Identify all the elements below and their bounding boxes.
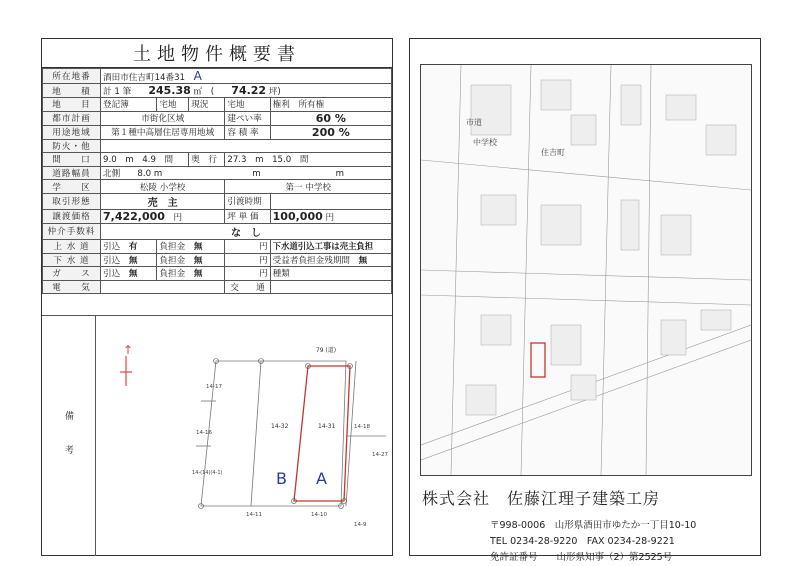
sewer-charge-value: 無 (193, 255, 203, 266)
document-title: 土地物件概要書 (42, 39, 392, 68)
map-drawing (421, 65, 751, 475)
category-rights (270, 98, 391, 112)
category-registry-label: 登記簿 (101, 98, 157, 112)
row-deal (43, 193, 392, 209)
target-lot-marker (531, 343, 545, 377)
sewer-hookup-value: 無 (128, 255, 138, 266)
label-school: 学 区 (43, 180, 101, 194)
remarks-label-text: 備 考 (63, 410, 73, 462)
remarks-label (42, 316, 96, 556)
water-hookup-label: 引込 (103, 242, 121, 253)
water-charge (157, 239, 225, 253)
far-value: 200 % (270, 125, 391, 139)
location-map (420, 64, 752, 476)
price-value (101, 209, 225, 223)
fee-value: な し (101, 223, 392, 239)
area-paren: ( (210, 87, 215, 97)
label-price: 譲渡価格 (43, 209, 101, 223)
water-hookup (101, 239, 157, 253)
coverage-label: 建ぺい率 (225, 111, 270, 125)
elementary-school: 松陵 小学校 (101, 180, 225, 194)
property-info-table (42, 68, 392, 294)
row-sewer (43, 253, 392, 267)
sewer-hookup (101, 253, 157, 267)
location-map-sheet (409, 38, 761, 563)
company-address: 〒998-0006 山形県酒田市ゆたか一丁目10-10 (490, 520, 697, 531)
row-fee (43, 223, 392, 239)
fire-value (101, 139, 392, 153)
water-charge-value: 無 (193, 242, 203, 253)
gas-unit: 円 (225, 267, 270, 281)
road-unit-2: m (252, 169, 261, 180)
area-prefix: 計 1 筆 (103, 87, 132, 97)
label-zoning: 用途地域 (43, 125, 101, 139)
category-current-value: 宅地 (225, 98, 270, 112)
sewer-charge (157, 253, 225, 267)
depth-label: 奥 行 (189, 153, 225, 167)
electric-value (101, 280, 225, 294)
sewer-note-label: 受益者負担金残期間 (272, 255, 351, 266)
price-unit: 円 (173, 212, 183, 223)
label-water: 上 水 道 (43, 239, 101, 253)
area-tsubo-unit: 坪) (268, 87, 281, 97)
area-sqm-unit: ㎡ (193, 87, 203, 97)
junior-high-school: 第一 中学校 (225, 180, 392, 194)
label-frontage: 間 口 (43, 153, 101, 167)
price-amount: 7,422,000 (103, 209, 165, 223)
area-tsubo: 74.22 (231, 84, 267, 97)
road-unit-3: m (335, 169, 344, 180)
row-school (43, 180, 392, 194)
label-fire: 防火・他 (43, 139, 101, 153)
row-electric (43, 280, 392, 294)
location-mark: A (193, 69, 202, 83)
unit-price-amount: 100,000 (272, 209, 323, 223)
row-category (43, 98, 392, 112)
location-text: 酒田市住吉町14番31 (103, 73, 186, 83)
transport-value (270, 280, 391, 294)
lot-label-14-14: 14-(14)(4-1) (192, 470, 223, 476)
unit-price-label: 坪 単 価 (225, 209, 270, 223)
row-gas (43, 267, 392, 281)
lot-label-14-18: 14-18 (354, 424, 370, 430)
gas-charge-label: 負担金 (159, 269, 186, 280)
label-area: 地 積 (43, 84, 101, 98)
lot-b-number: 14-32 (271, 423, 289, 430)
water-note: 下水道引込工事は売主負担 (270, 239, 391, 253)
lot-label-14-27: 14-27 (372, 452, 388, 458)
coverage-value: 60 % (270, 111, 391, 125)
lot-label-14-11: 14-11 (246, 512, 262, 518)
label-gas: ガ ス (43, 267, 101, 281)
map-label-town: 住吉町 (541, 148, 565, 157)
row-fire (43, 139, 392, 153)
unit-price-value (270, 209, 391, 223)
lot-label-14-10: 14-10 (311, 512, 327, 518)
handover-value (270, 193, 391, 209)
lot-a-number: 14-31 (318, 423, 336, 430)
category-current-label: 現況 (189, 98, 225, 112)
row-planning (43, 111, 392, 125)
gas-charge-value: 無 (193, 269, 203, 280)
label-location: 所在地番 (43, 69, 101, 84)
label-sewer: 下 水 道 (43, 253, 101, 267)
frontage-value (101, 153, 189, 167)
north-arrow-icon (120, 356, 132, 386)
category-registry-value: 宅地 (157, 98, 189, 112)
gas-type-label: 種類 (270, 267, 391, 281)
rights-label: 権利 (272, 100, 290, 111)
sewer-hookup-label: 引込 (103, 255, 121, 266)
lot-b-mark: B (276, 469, 287, 488)
remarks-section (42, 315, 392, 556)
property-summary-sheet (41, 38, 393, 556)
depth-ken-unit: 間 (299, 155, 309, 166)
depth-value (225, 153, 392, 167)
depth-m: 27.3 (227, 155, 247, 166)
depth-ken: 15.0 (272, 155, 292, 166)
frontage-m-unit: m (125, 155, 134, 166)
label-planning: 都市計画 (43, 111, 101, 125)
lot-label-14-17: 14-17 (206, 384, 222, 390)
frontage-ken: 4.9 (142, 155, 156, 166)
zoning-value: 第１種中高層住居専用地域 (101, 125, 225, 139)
value-area (101, 84, 392, 98)
gas-hookup-value: 無 (128, 269, 138, 280)
value-location (101, 69, 392, 84)
rights-value: 所有権 (298, 100, 325, 111)
handover-label: 引渡時期 (225, 193, 270, 209)
surrounding-lots (196, 361, 386, 506)
label-category: 地 目 (43, 98, 101, 112)
frontage-m: 9.0 (103, 155, 117, 166)
row-road (43, 166, 392, 180)
map-label-school: 中学校 (473, 138, 497, 147)
north-mark: ↑ (123, 343, 134, 357)
road-value (101, 166, 392, 180)
frontage-ken-unit: 間 (164, 155, 174, 166)
far-label: 容 積 率 (225, 125, 270, 139)
label-road: 道路幅員 (43, 166, 101, 180)
row-frontage (43, 153, 392, 167)
deal-value: 売 主 (101, 193, 225, 209)
lot-label-14-9: 14-9 (354, 522, 367, 528)
label-electric: 電 気 (43, 280, 101, 294)
lot-a-mark: A (316, 469, 327, 488)
road-number: 79 (道) (315, 347, 337, 354)
water-unit: 円 (225, 239, 270, 253)
gas-hookup (101, 267, 157, 281)
sewer-unit: 円 (225, 253, 270, 267)
row-zoning (43, 125, 392, 139)
gas-charge (157, 267, 225, 281)
transport-label: 交 通 (225, 280, 270, 294)
company-phone: TEL 0234-28-9220 FAX 0234-28-9221 (490, 536, 675, 547)
sewer-note (270, 253, 391, 267)
unit-price-unit: 円 (325, 212, 335, 223)
label-fee: 仲介手数料 (43, 223, 101, 239)
gas-hookup-label: 引込 (103, 269, 121, 280)
depth-m-unit: m (255, 155, 264, 166)
road-direction: 北側 (103, 169, 121, 180)
planning-value: 市街化区域 (101, 111, 225, 125)
lot-plan-drawing (96, 316, 392, 554)
row-water (43, 239, 392, 253)
label-deal: 取引形態 (43, 193, 101, 209)
row-location (43, 69, 392, 84)
road-width: 8.0 (137, 169, 152, 180)
road-unit: m (153, 169, 163, 180)
row-price (43, 209, 392, 223)
sewer-note-value: 無 (358, 255, 368, 266)
map-label-road: 市道 (466, 118, 482, 127)
water-hookup-value: 有 (128, 242, 138, 253)
area-sqm: 245.38 (148, 84, 191, 97)
row-area (43, 84, 392, 98)
company-license: 免許証番号 山形県知事（2）第2525号 (490, 552, 673, 563)
sewer-charge-label: 負担金 (159, 255, 186, 266)
company-name: 株式会社 佐藤江理子建築工房 (422, 489, 661, 508)
lot-label-14-16: 14-16 (196, 430, 212, 436)
water-charge-label: 負担金 (159, 242, 186, 253)
